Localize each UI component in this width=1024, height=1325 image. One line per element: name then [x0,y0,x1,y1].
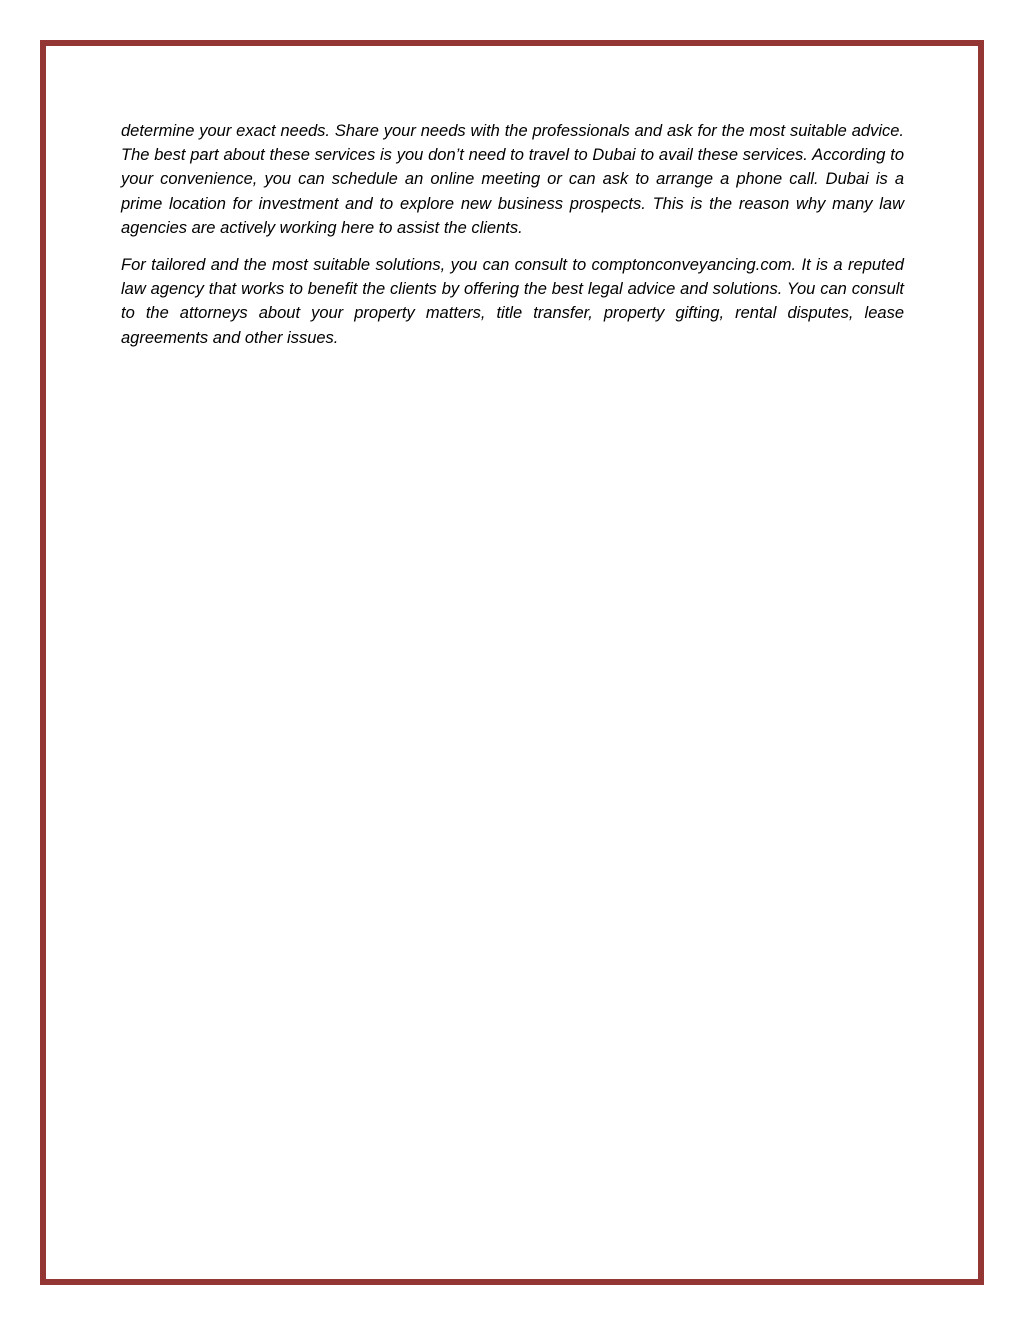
paragraph: determine your exact needs. Share your needs with the professionals and ask for the most suitable advice. The best part about these services is you don’t need to travel to Dubai to avail these services. According to your convenience, you can schedule an online meeting or can ask to arrange a phone call. Dubai is a prime location for investment and to explore new business prospects. This is the reason why many law agencies are actively working here to assist the clients. [121,122,904,237]
document-body [121,119,904,363]
paragraph: For tailored and the most suitable solutions, you can consult to comptonconveyancing.com. It is a reputed law agency that works to benefit the clients by offering the best legal advice and solutions. You can consult to the attorneys about your property matters, title transfer, property gifting, rental disputes, lease agreements and other issues. [121,256,904,347]
